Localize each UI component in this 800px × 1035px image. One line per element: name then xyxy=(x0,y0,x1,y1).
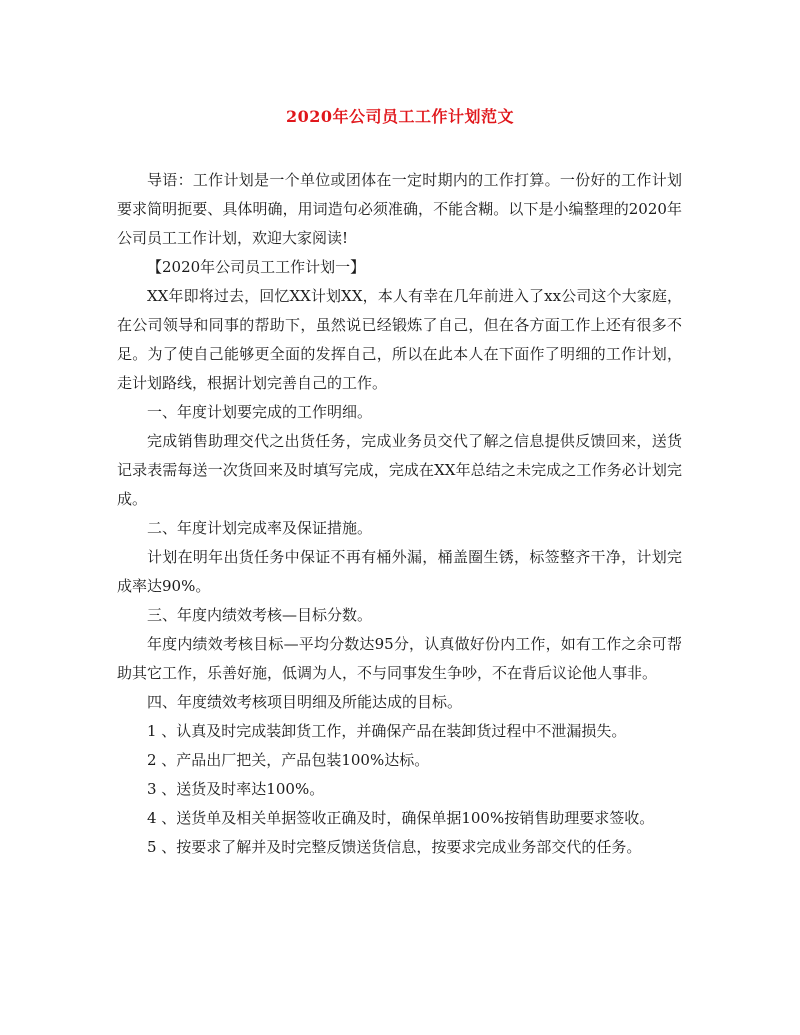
list-item: 2 、产品出厂把关，产品包装100%达标。 xyxy=(147,751,430,769)
list-item: 3 、送货及时率达100%。 xyxy=(147,780,325,798)
subheading-work-details: 一、年度计划要完成的工作明细。 xyxy=(147,403,373,421)
intro-paragraph: 导语：工作计划是一个单位或团体在一定时期内的工作打算。一份好的工作计划要求简明扼要、具体明确，用词造句必须准确，不能含糊。以下是小编整理的2020年公司员工工作计划，欢迎大家阅读! xyxy=(117,171,682,247)
body-paragraph: 计划在明年出货任务中保证不再有桶外漏，桶盖圈生锈，标签整齐干净，计划完成率达90%。 xyxy=(117,548,682,595)
body-paragraph: 年度内绩效考核目标—平均分数达95分，认真做好份内工作，如有工作之余可帮助其它工作，乐善好施，低调为人，不与同事发生争吵，不在背后议论他人事非。 xyxy=(117,635,682,682)
subheading-performance-score: 三、年度内绩效考核—目标分数。 xyxy=(147,606,373,624)
subheading-performance-items: 四、年度绩效考核项目明细及所能达成的目标。 xyxy=(147,693,463,711)
section-heading-plan-one: 【2020年公司员工工作计划一】 xyxy=(147,258,366,276)
document-title: 2020年公司员工工作计划范文 xyxy=(285,107,515,126)
document-body xyxy=(117,166,682,862)
body-paragraph: XX年即将过去，回忆XX计划XX，本人有幸在几年前进入了xx公司这个大家庭，在公司领导和同事的帮助下，虽然说已经锻炼了自己，但在各方面工作上还有很多不足。为了使自己能够更全面的发挥自己，所以在此本人在下面作了明细的工作计划，走计划路线，根据计划完善自己的工作。 xyxy=(117,287,682,392)
list-item: 5 、按要求了解并及时完整反馈送货信息，按要求完成业务部交代的任务。 xyxy=(147,838,642,856)
list-item: 1 、认真及时完成装卸货工作，并确保产品在装卸货过程中不泄漏损失。 xyxy=(147,722,627,740)
body-paragraph: 完成销售助理交代之出货任务，完成业务员交代了解之信息提供反馈回来，送货记录表需每送一次货回来及时填写完成，完成在XX年总结之未完成之工作务必计划完成。 xyxy=(117,432,682,508)
list-item: 4 、送货单及相关单据签收正确及时，确保单据100%按销售助理要求签收。 xyxy=(147,809,655,827)
subheading-completion-rate: 二、年度计划完成率及保证措施。 xyxy=(147,519,373,537)
